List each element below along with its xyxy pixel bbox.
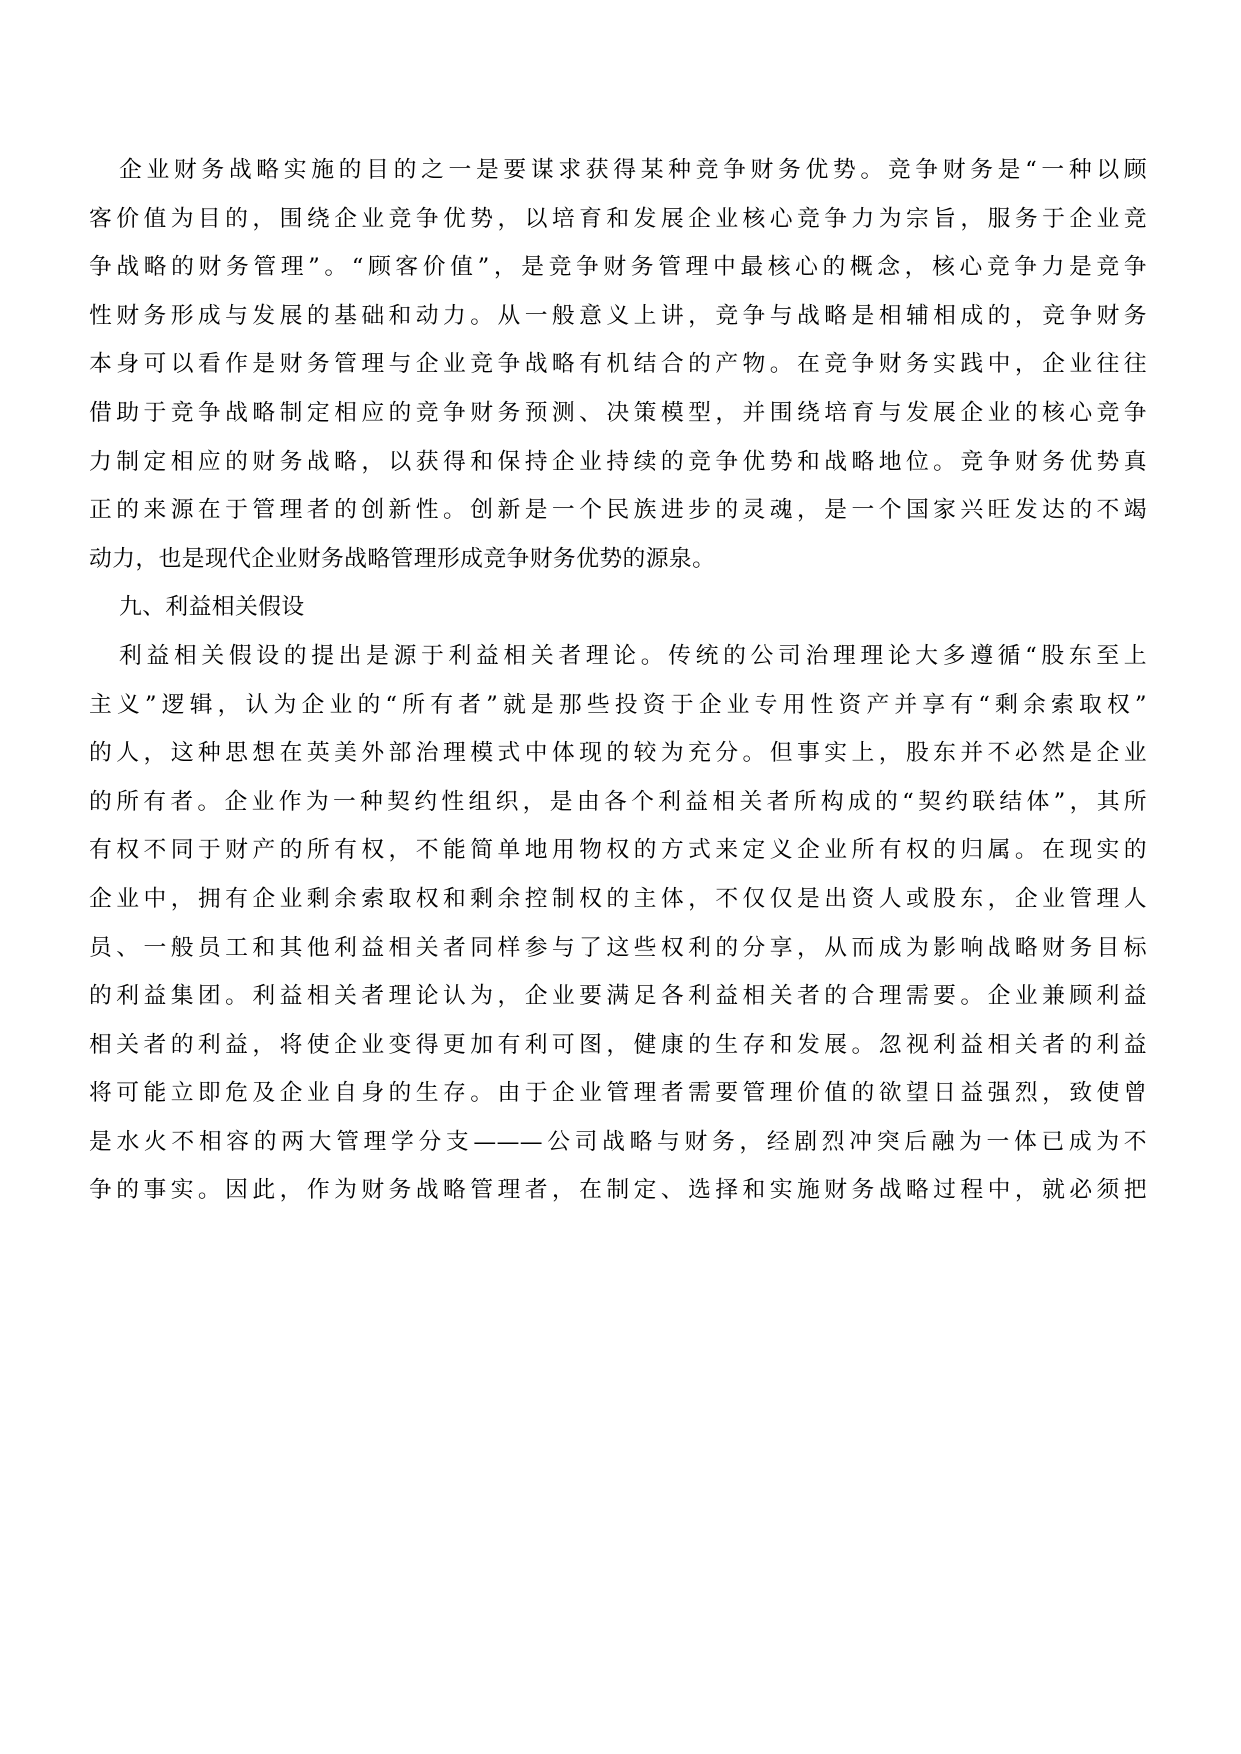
section-heading-text: 九、利益相关假设: [119, 594, 305, 621]
text-line: 客价值为目的，围绕企业竞争优势，以培育和发展企业核心竞争力为宗旨，服务于企业竞: [89, 205, 1147, 232]
text-line: 性财务形成与发展的基础和动力。从一般意义上讲，竞争与战略是相辅相成的，竞争财务: [89, 302, 1147, 329]
text-line: 借助于竞争战略制定相应的竞争财务预测、决策模型，并围绕培育与发展企业的核心竞争: [89, 399, 1147, 426]
text-line: 主义”逻辑，认为企业的“所有者”就是那些投资于企业专用性资产并享有“剩余索取权”: [89, 691, 1147, 718]
text-line: 有权不同于财产的所有权，不能简单地用物权的方式来定义企业所有权的归属。在现实的: [89, 837, 1147, 864]
paragraph-competitive-finance: [89, 146, 1147, 583]
text-line: 正的来源在于管理者的创新性。创新是一个民族进步的灵魂，是一个国家兴旺发达的不竭: [89, 497, 1147, 524]
section-heading: [89, 583, 1147, 632]
text-line: 是水火不相容的两大管理学分支———公司战略与财务，经剧烈冲突后融为一体已成为不: [89, 1128, 1147, 1155]
text-line: 本身可以看作是财务管理与企业竞争战略有机结合的产物。在竞争财务实践中，企业往往: [89, 351, 1147, 378]
text-line: 争战略的财务管理”。“顾客价值”，是竞争财务管理中最核心的概念，核心竞争力是竞争: [89, 254, 1147, 281]
text-line: 员、一般员工和其他利益相关者同样参与了这些权利的分享，从而成为影响战略财务目标: [89, 934, 1147, 961]
document-page: [89, 146, 1147, 1215]
text-line: 的人，这种思想在英美外部治理模式中体现的较为充分。但事实上，股东并不必然是企业: [89, 740, 1147, 767]
text-line: 相关者的利益，将使企业变得更加有利可图，健康的生存和发展。忽视利益相关者的利益: [89, 1031, 1147, 1058]
text-line: 的利益集团。利益相关者理论认为，企业要满足各利益相关者的合理需要。企业兼顾利益: [89, 983, 1147, 1010]
text-line: 力制定相应的财务战略，以获得和保持企业持续的竞争优势和战略地位。竞争财务优势真: [89, 448, 1147, 475]
text-line: 动力，也是现代企业财务战略管理形成竞争财务优势的源泉。: [89, 545, 716, 572]
text-line: 争的事实。因此，作为财务战略管理者，在制定、选择和实施财务战略过程中，就必须把: [89, 1177, 1147, 1204]
text-line: 企业中，拥有企业剩余索取权和剩余控制权的主体，不仅仅是出资人或股东，企业管理人: [89, 885, 1147, 912]
text-line: 将可能立即危及企业自身的生存。由于企业管理者需要管理价值的欲望日益强烈，致使曾: [89, 1080, 1147, 1107]
text-line: 企业财务战略实施的目的之一是要谋求获得某种竞争财务优势。竞争财务是“一种以顾: [119, 157, 1147, 183]
paragraph-stakeholder-assumption: [89, 632, 1147, 1215]
text-line: 利益相关假设的提出是源于利益相关者理论。传统的公司治理理论大多遵循“股东至上: [119, 642, 1147, 669]
text-line: 的所有者。企业作为一种契约性组织，是由各个利益相关者所构成的“契约联结体”，其所: [89, 788, 1147, 815]
